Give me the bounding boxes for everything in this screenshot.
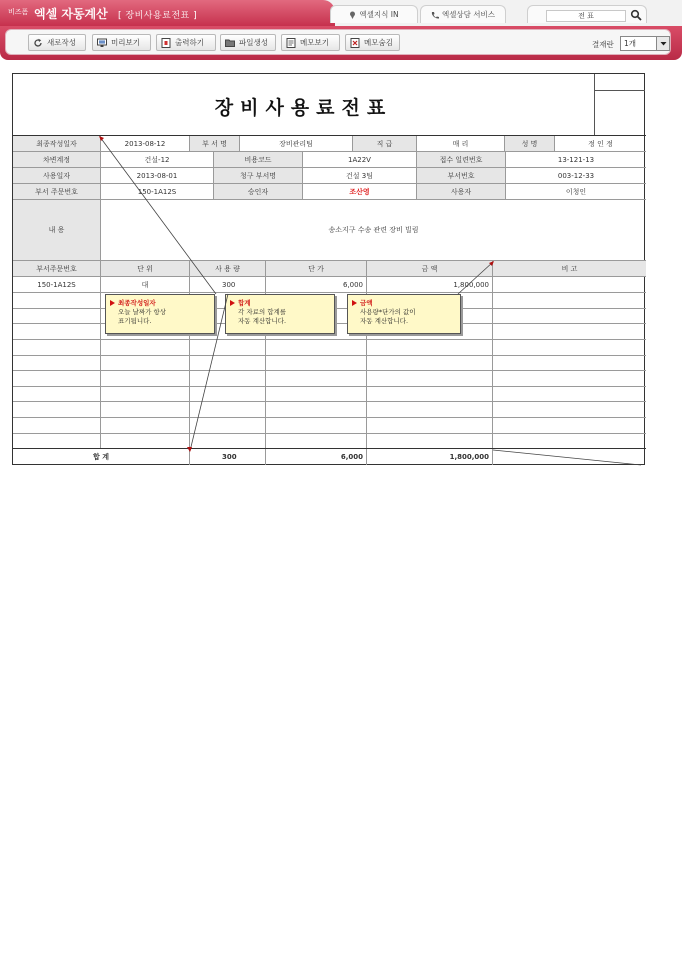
empty-cell-remarks[interactable] — [493, 293, 646, 309]
empty-cell-unit-price[interactable] — [266, 418, 367, 434]
empty-cell-amount[interactable] — [367, 356, 493, 372]
button-label: 메모숨김 — [364, 38, 393, 47]
total-remarks — [493, 449, 646, 465]
empty-cell-remarks[interactable] — [493, 387, 646, 403]
label-use-date: 사용일자 — [13, 168, 101, 184]
toolbar — [0, 26, 682, 60]
label-user: 사용자 — [417, 184, 506, 200]
cell-unit-price[interactable]: 6,000 — [266, 277, 367, 293]
arrow-right-icon — [230, 300, 235, 306]
brand-banner — [0, 0, 335, 26]
empty-cell-unit-price[interactable] — [266, 371, 367, 387]
empty-cell-amount[interactable] — [367, 434, 493, 450]
col-header-amount: 금 액 — [367, 261, 493, 277]
empty-cell-unit-price[interactable] — [266, 402, 367, 418]
memo-last-written-date — [105, 294, 215, 334]
memo-icon — [286, 38, 296, 48]
empty-cell-order-number[interactable] — [13, 324, 101, 340]
value-content[interactable]: 송소지구 수송 관련 장비 빌림 — [101, 200, 646, 261]
empty-cell-order-number[interactable] — [13, 418, 101, 434]
button-label: 새로작성 — [47, 38, 76, 47]
cell-remarks[interactable] — [493, 277, 646, 293]
dropdown-arrow-icon[interactable] — [656, 37, 669, 50]
empty-cell-unit-price[interactable] — [266, 340, 367, 356]
cell-quantity[interactable]: 300 — [190, 277, 266, 293]
col-header-unit: 단 위 — [101, 261, 190, 277]
empty-cell-unit[interactable] — [101, 387, 190, 403]
button-label: 메모보기 — [300, 38, 329, 47]
memo-total — [225, 294, 335, 334]
empty-cell-order-number[interactable] — [13, 356, 101, 372]
create-file-button[interactable] — [220, 34, 276, 51]
arrow-right-icon — [352, 300, 357, 306]
empty-cell-quantity[interactable] — [190, 418, 266, 434]
empty-cell-quantity[interactable] — [190, 434, 266, 450]
toolbar-panel — [5, 29, 671, 55]
print-icon — [161, 38, 171, 48]
label-department-number: 부서번호 — [417, 168, 506, 184]
new-button[interactable] — [28, 34, 86, 51]
empty-cell-quantity[interactable] — [190, 356, 266, 372]
memo-line: 자동 계산합니다. — [360, 317, 409, 325]
memo-line: 각 자료의 합계를 — [238, 308, 287, 316]
tab-label: 엑셀지식 IN — [359, 10, 399, 19]
empty-cell-unit[interactable] — [101, 356, 190, 372]
empty-cell-unit[interactable] — [101, 434, 190, 450]
value-department-number[interactable]: 003-12-33 — [506, 168, 646, 184]
total-unit-price: 6,000 — [266, 449, 367, 465]
col-header-remarks: 비 고 — [493, 261, 646, 277]
page-title: [ 장비사용료전표 ] — [118, 11, 198, 21]
value-cost-code[interactable]: 1A22V — [303, 152, 417, 168]
empty-cell-amount[interactable] — [367, 402, 493, 418]
empty-cell-order-number[interactable] — [13, 293, 101, 309]
value-receipt-serial[interactable]: 13-121-13 — [506, 152, 646, 168]
value-department-order-number[interactable]: 150-1A12S — [101, 184, 214, 200]
memo-line: 표기됩니다. — [118, 317, 152, 325]
folder-icon — [225, 38, 235, 48]
cell-amount[interactable]: 1,800,000 — [367, 277, 493, 293]
tab-label: 엑셀상담 서비스 — [441, 10, 496, 19]
empty-cell-quantity[interactable] — [190, 387, 266, 403]
cell-unit[interactable]: 대 — [101, 277, 190, 293]
button-label: 파일생성 — [239, 38, 268, 47]
search-input[interactable] — [546, 10, 626, 22]
empty-cell-unit[interactable] — [101, 340, 190, 356]
col-header-order-number: 부서주문번호 — [13, 261, 101, 277]
value-department[interactable]: 장비관리팀 — [240, 136, 353, 152]
arrow-right-icon — [110, 300, 115, 306]
search-icon[interactable] — [630, 9, 642, 21]
search-area — [527, 5, 647, 23]
empty-cell-order-number[interactable] — [13, 434, 101, 450]
empty-cell-unit-price[interactable] — [266, 434, 367, 450]
refresh-icon — [33, 38, 43, 48]
empty-cell-unit[interactable] — [101, 371, 190, 387]
value-debit-account[interactable]: 건설-12 — [101, 152, 214, 168]
memo-title: 금액 — [360, 299, 373, 307]
payline-label: 결재란 — [592, 40, 614, 49]
empty-cell-unit[interactable] — [101, 418, 190, 434]
close-memo-icon — [350, 38, 360, 48]
col-header-unit-price: 단 가 — [266, 261, 367, 277]
empty-cell-remarks[interactable] — [493, 371, 646, 387]
print-button[interactable] — [156, 34, 216, 51]
empty-cell-quantity[interactable] — [190, 371, 266, 387]
empty-cell-remarks[interactable] — [493, 434, 646, 450]
payline-value: 1개 — [624, 39, 637, 48]
show-memo-button[interactable] — [281, 34, 340, 51]
total-label: 합 계 — [13, 449, 190, 465]
empty-cell-order-number[interactable] — [13, 371, 101, 387]
memo-line: 자동 계산합니다. — [238, 317, 287, 325]
value-last-written-date[interactable]: 2013-08-12 — [101, 136, 190, 152]
pin-icon — [349, 11, 356, 19]
empty-cell-remarks[interactable] — [493, 402, 646, 418]
brand-name[interactable]: 엑셀 자동계산 — [34, 7, 108, 21]
empty-cell-unit[interactable] — [101, 402, 190, 418]
empty-cell-amount[interactable] — [367, 418, 493, 434]
label-receipt-serial: 접수 일련번호 — [417, 152, 506, 168]
empty-cell-order-number[interactable] — [13, 340, 101, 356]
document-title: 장비사용료전표 — [214, 97, 393, 119]
top-bar — [0, 0, 682, 26]
empty-cell-amount[interactable] — [367, 387, 493, 403]
value-name[interactable]: 정 인 정 — [555, 136, 646, 152]
approval-box — [594, 74, 645, 135]
label-last-written-date: 최종작성일자 — [13, 136, 101, 152]
value-approver[interactable]: 조산영 — [303, 184, 417, 200]
label-debit-account: 차변계정 — [13, 152, 101, 168]
empty-cell-unit-price[interactable] — [266, 387, 367, 403]
value-use-date[interactable]: 2013-08-01 — [101, 168, 214, 184]
memo-title: 합계 — [238, 299, 251, 307]
voucher-sheet — [12, 73, 645, 465]
empty-cell-remarks[interactable] — [493, 356, 646, 372]
tab-excel-knowledge[interactable] — [330, 5, 418, 23]
empty-cell-remarks[interactable] — [493, 309, 646, 325]
memo-title: 최종작성일자 — [118, 299, 156, 307]
label-position: 직 급 — [353, 136, 417, 152]
value-position[interactable]: 매 리 — [417, 136, 505, 152]
brand-logo-small: 비즈폼 — [8, 8, 29, 16]
empty-cell-amount[interactable] — [367, 371, 493, 387]
label-department: 부 서 명 — [190, 136, 240, 152]
label-content: 내 용 — [13, 200, 101, 261]
empty-cell-order-number[interactable] — [13, 402, 101, 418]
label-billing-department: 청구 부서명 — [214, 168, 303, 184]
memo-amount — [347, 294, 461, 334]
preview-button[interactable] — [92, 34, 151, 51]
empty-cell-quantity[interactable] — [190, 340, 266, 356]
cell-order-number[interactable]: 150-1A12S — [13, 277, 101, 293]
col-header-quantity: 사 용 량 — [190, 261, 266, 277]
title-area — [13, 74, 594, 135]
label-cost-code: 비용코드 — [214, 152, 303, 168]
value-user[interactable]: 이청인 — [506, 184, 646, 200]
empty-cell-remarks[interactable] — [493, 418, 646, 434]
label-name: 성 명 — [505, 136, 555, 152]
value-billing-department[interactable]: 건설 3팀 — [303, 168, 417, 184]
empty-cell-remarks[interactable] — [493, 340, 646, 356]
total-amount: 1,800,000 — [367, 449, 493, 465]
empty-cell-amount[interactable] — [367, 340, 493, 356]
payline-select[interactable] — [620, 36, 670, 51]
phone-icon — [431, 11, 439, 19]
empty-cell-unit-price[interactable] — [266, 356, 367, 372]
total-quantity: 300 — [190, 449, 266, 465]
hide-memo-button[interactable] — [345, 34, 400, 51]
label-department-order-number: 부서 주문번호 — [13, 184, 101, 200]
empty-cell-quantity[interactable] — [190, 402, 266, 418]
monitor-icon — [97, 38, 107, 48]
button-label: 미리보기 — [111, 38, 140, 47]
empty-cell-order-number[interactable] — [13, 387, 101, 403]
empty-cell-remarks[interactable] — [493, 324, 646, 340]
empty-cell-order-number[interactable] — [13, 309, 101, 325]
memo-line: 오늘 날짜가 항상 — [118, 308, 167, 316]
memo-line: 사용량*단가의 값이 — [360, 308, 416, 316]
button-label: 출력하기 — [175, 38, 204, 47]
label-approver: 승인자 — [214, 184, 303, 200]
tab-excel-consulting[interactable] — [420, 5, 506, 23]
